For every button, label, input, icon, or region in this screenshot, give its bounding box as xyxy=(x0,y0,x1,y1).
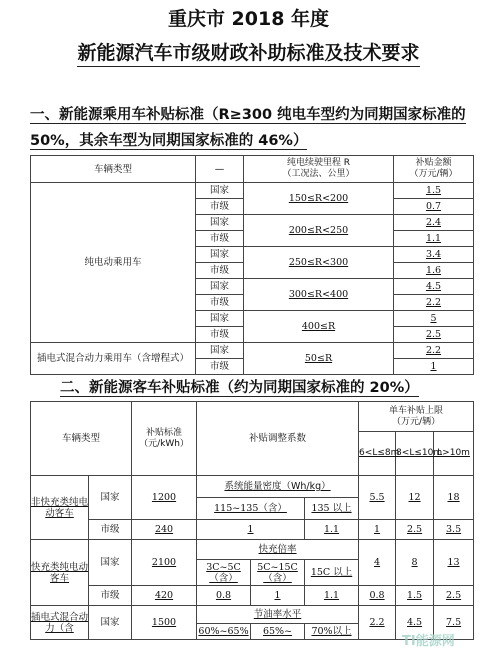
level-city: 市级 xyxy=(196,231,244,247)
level-city: 市级 xyxy=(196,263,244,279)
metric-band: 15C 以上 xyxy=(305,560,359,586)
group-plugin-hybrid-bus: 插电式混合动力（含 xyxy=(31,606,89,640)
subsidy-standard: 240 xyxy=(132,520,197,540)
metric-label: 系统能量密度（Wh/kg） xyxy=(197,476,359,498)
metric-label: 节油率水平 xyxy=(197,606,359,624)
amount-national: 4.5 xyxy=(394,279,474,295)
header-subsidy-standard: 补贴标准 （元/kWh） xyxy=(132,402,197,476)
amount-city: 1.1 xyxy=(394,231,474,247)
header-vehicle-type: 车辆类型 xyxy=(31,156,196,183)
cap-city: 3.5 xyxy=(434,520,474,540)
metric-band: 65%~ xyxy=(251,624,305,640)
level-national: 国家 xyxy=(196,215,244,231)
coefficient: 1.1 xyxy=(305,586,359,606)
subsidy-standard: 2100 xyxy=(132,540,197,586)
level-national: 国家 xyxy=(196,343,244,359)
header-dash: — xyxy=(196,156,244,183)
subsidy-standard: 1200 xyxy=(132,476,197,520)
coefficient: 1.1 xyxy=(305,520,359,540)
header-adjustment-coefficient: 补贴调整系数 xyxy=(197,402,359,476)
cap-national: 2.2 xyxy=(359,606,396,640)
cap-national: 5.5 xyxy=(359,476,396,520)
range-cell: 200≤R<250 xyxy=(244,215,394,247)
amount-city: 0.7 xyxy=(394,199,474,215)
level-national: 国家 xyxy=(89,606,132,640)
metric-band: 60%~65% xyxy=(197,624,251,640)
amount-national: 2.2 xyxy=(394,343,474,359)
amount-city: 1 xyxy=(394,359,474,375)
metric-band: 115~135（含） xyxy=(197,498,305,520)
cap-national: 8 xyxy=(396,540,434,586)
amount-national: 5 xyxy=(394,311,474,327)
header-length-6-8: 6<L≤8m xyxy=(359,432,396,476)
cap-national: 7.5 xyxy=(434,606,474,640)
title-line2: 新能源汽车市级财政补助标准及技术要求 xyxy=(0,38,497,67)
amount-city: 1.6 xyxy=(394,263,474,279)
group-pure-electric: 纯电动乘用车 xyxy=(31,183,196,343)
coefficient: 1 xyxy=(251,586,305,606)
header-subsidy-cap: 单车补贴上限 （万元/辆） xyxy=(359,402,474,432)
header-length-over-10: L>10m xyxy=(434,432,474,476)
level-city: 市级 xyxy=(196,199,244,215)
level-city: 市级 xyxy=(196,359,244,375)
subsidy-standard: 1500 xyxy=(132,606,197,640)
section1-heading: 一、新能源乘用车补贴标准（R≥300 纯电车型约为同期国家标准的 50%，其余车型为同期国家标准的 46%） xyxy=(30,107,466,149)
watermark-logo: TI能源网 xyxy=(402,634,455,649)
level-national: 国家 xyxy=(89,476,132,520)
range-cell: 300≤R<400 xyxy=(244,279,394,311)
amount-national: 1.5 xyxy=(394,183,474,199)
level-national: 国家 xyxy=(196,311,244,327)
level-city: 市级 xyxy=(89,586,132,606)
cap-city: 2.5 xyxy=(434,586,474,606)
level-national: 国家 xyxy=(196,247,244,263)
bus-subsidy-table xyxy=(30,401,474,640)
level-city: 市级 xyxy=(89,520,132,540)
cap-city: 1 xyxy=(359,520,396,540)
passenger-car-subsidy-table xyxy=(30,155,474,375)
group-non-fast-charge-bus: 非快充类纯电动客车 xyxy=(31,476,89,540)
amount-city: 2.2 xyxy=(394,295,474,311)
header-range: 纯电续驶里程 R （工况法、公里） xyxy=(244,156,394,183)
section2-heading: 二、新能源客车补贴标准（约为同期国家标准的 20%） xyxy=(60,380,419,396)
level-city: 市级 xyxy=(196,327,244,343)
group-fast-charge-bus: 快充类纯电动客车 xyxy=(31,540,89,606)
cap-national: 13 xyxy=(434,540,474,586)
metric-band: 135 以上 xyxy=(305,498,359,520)
range-cell: 50≤R xyxy=(244,343,394,375)
range-cell: 150≤R<200 xyxy=(244,183,394,215)
cap-national: 4.5 xyxy=(396,606,434,640)
range-cell: 400≤R xyxy=(244,311,394,343)
level-national: 国家 xyxy=(89,540,132,586)
amount-national: 3.4 xyxy=(394,247,474,263)
header-amount: 补贴金额 （万元/辆） xyxy=(394,156,474,183)
metric-band: 5C~15C（含） xyxy=(251,560,305,586)
level-city: 市级 xyxy=(196,295,244,311)
subsidy-standard: 420 xyxy=(132,586,197,606)
amount-city: 2.5 xyxy=(394,327,474,343)
header-length-8-10: 8<L≤10m xyxy=(396,432,434,476)
cap-city: 2.5 xyxy=(396,520,434,540)
group-plugin-hybrid: 插电式混合动力乘用车（含增程式） xyxy=(31,343,196,375)
metric-label: 快充倍率 xyxy=(197,540,359,560)
amount-national: 2.4 xyxy=(394,215,474,231)
cap-national: 12 xyxy=(396,476,434,520)
metric-band: 3C~5C（含） xyxy=(197,560,251,586)
range-cell: 250≤R<300 xyxy=(244,247,394,279)
level-national: 国家 xyxy=(196,279,244,295)
cap-city: 1.5 xyxy=(396,586,434,606)
coefficient: 0.8 xyxy=(197,586,251,606)
title-line1: 重庆市 2018 年度 xyxy=(167,8,330,30)
cap-city: 0.8 xyxy=(359,586,396,606)
level-national: 国家 xyxy=(196,183,244,199)
cap-national: 18 xyxy=(434,476,474,520)
cap-national: 4 xyxy=(359,540,396,586)
header-vehicle-type: 车辆类型 xyxy=(31,402,132,476)
metric-band: 70%以上 xyxy=(305,624,359,640)
coefficient: 1 xyxy=(197,520,305,540)
